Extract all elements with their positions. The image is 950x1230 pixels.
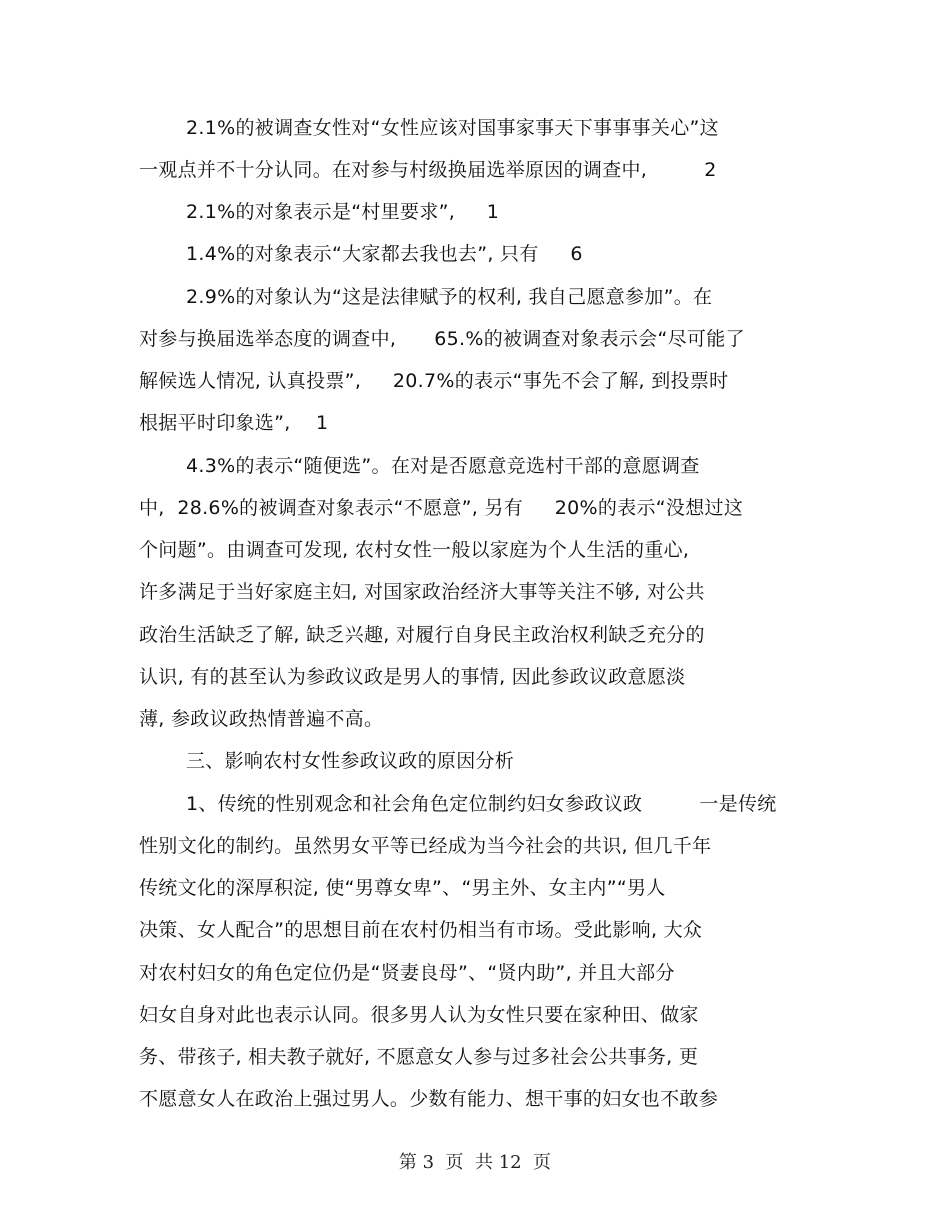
text-line-19: 传统文化的深厚积淀, 使“男尊女卑”、“男主外、女主内”“男人 (139, 877, 666, 899)
text-line-8: 根据平时印象选”, 1 (139, 412, 329, 434)
text-line-15: 薄, 参政议政热情普遍不高。 (139, 708, 384, 730)
text-line-7: 解候选人情况, 认真投票”, 20.7%的表示“事先不会了解, 到投票时 (139, 370, 729, 392)
text-line-6: 对参与换届选举态度的调查中, 65.%的被调查对象表示会“尽可能了 (139, 328, 745, 350)
text-line-24: 不愿意女人在政治上强过男人。少数有能力、想干事的妇女也不敢参 (139, 1088, 719, 1110)
text-line-14: 认识, 有的甚至认为参政议政是男人的事情, 因此参政议政意愿淡 (139, 666, 686, 688)
text-line-23: 务、带孩子, 相夫教子就好, 不愿意女人参与过多社会公共事务, 更 (139, 1046, 699, 1068)
text-line-11: 个问题”。由调查可发现, 农村女性一般以家庭为个人生活的重心, (139, 539, 690, 561)
text-line-4: 1.4%的对象表示“大家都去我也去”, 只有 6 (186, 243, 583, 265)
text-line-3: 2.1%的对象表示是“村里要求”, 1 (186, 201, 500, 223)
text-line-12: 许多满足于当好家庭主妇, 对国家政治经济大事等关注不够, 对公共 (139, 581, 705, 603)
text-line-10: 中, 28.6%的被调查对象表示“不愿意”, 另有 20%的表示“没想过这 (139, 497, 744, 519)
text-line-2: 一观点并不十分认同。在对参与村级换届选举原因的调查中, 2 (139, 159, 717, 181)
text-line-22: 妇女自身对此也表示认同。很多男人认为女性只要在家种田、做家 (139, 1004, 699, 1026)
text-line-9: 4.3%的表示“随便选”。在对是否愿意竞选村干部的意愿调查 (186, 455, 700, 477)
text-line-18: 性别文化的制约。虽然男女平等已经成为当今社会的共识, 但几千年 (139, 835, 712, 857)
text-line-20: 决策、女人配合”的思想目前在农村仍相当有市场。受此影响, 大众 (139, 919, 703, 941)
text-line-21: 对农村妇女的角色定位仍是“贤妻良母”、“贤内助”, 并且大部分 (139, 962, 675, 984)
text-line-5: 2.9%的对象认为“这是法律赋予的权利, 我自己愿意参加”。在 (186, 286, 713, 308)
subsection-heading: 1、传统的性别观念和社会角色定位制约妇女参政议政 一是传统 (186, 793, 777, 815)
text-line-13: 政治生活缺乏了解, 缺乏兴趣, 对履行自身民主政治权利缺乏充分的 (139, 624, 705, 646)
section-heading: 三、影响农村女性参政议政的原因分析 (186, 750, 515, 772)
text-line-1: 2.1%的被调查女性对“女性应该对国事家事天下事事事关心”这 (186, 117, 719, 139)
page-footer: 第 3 页 共 12 页 (398, 1152, 552, 1173)
